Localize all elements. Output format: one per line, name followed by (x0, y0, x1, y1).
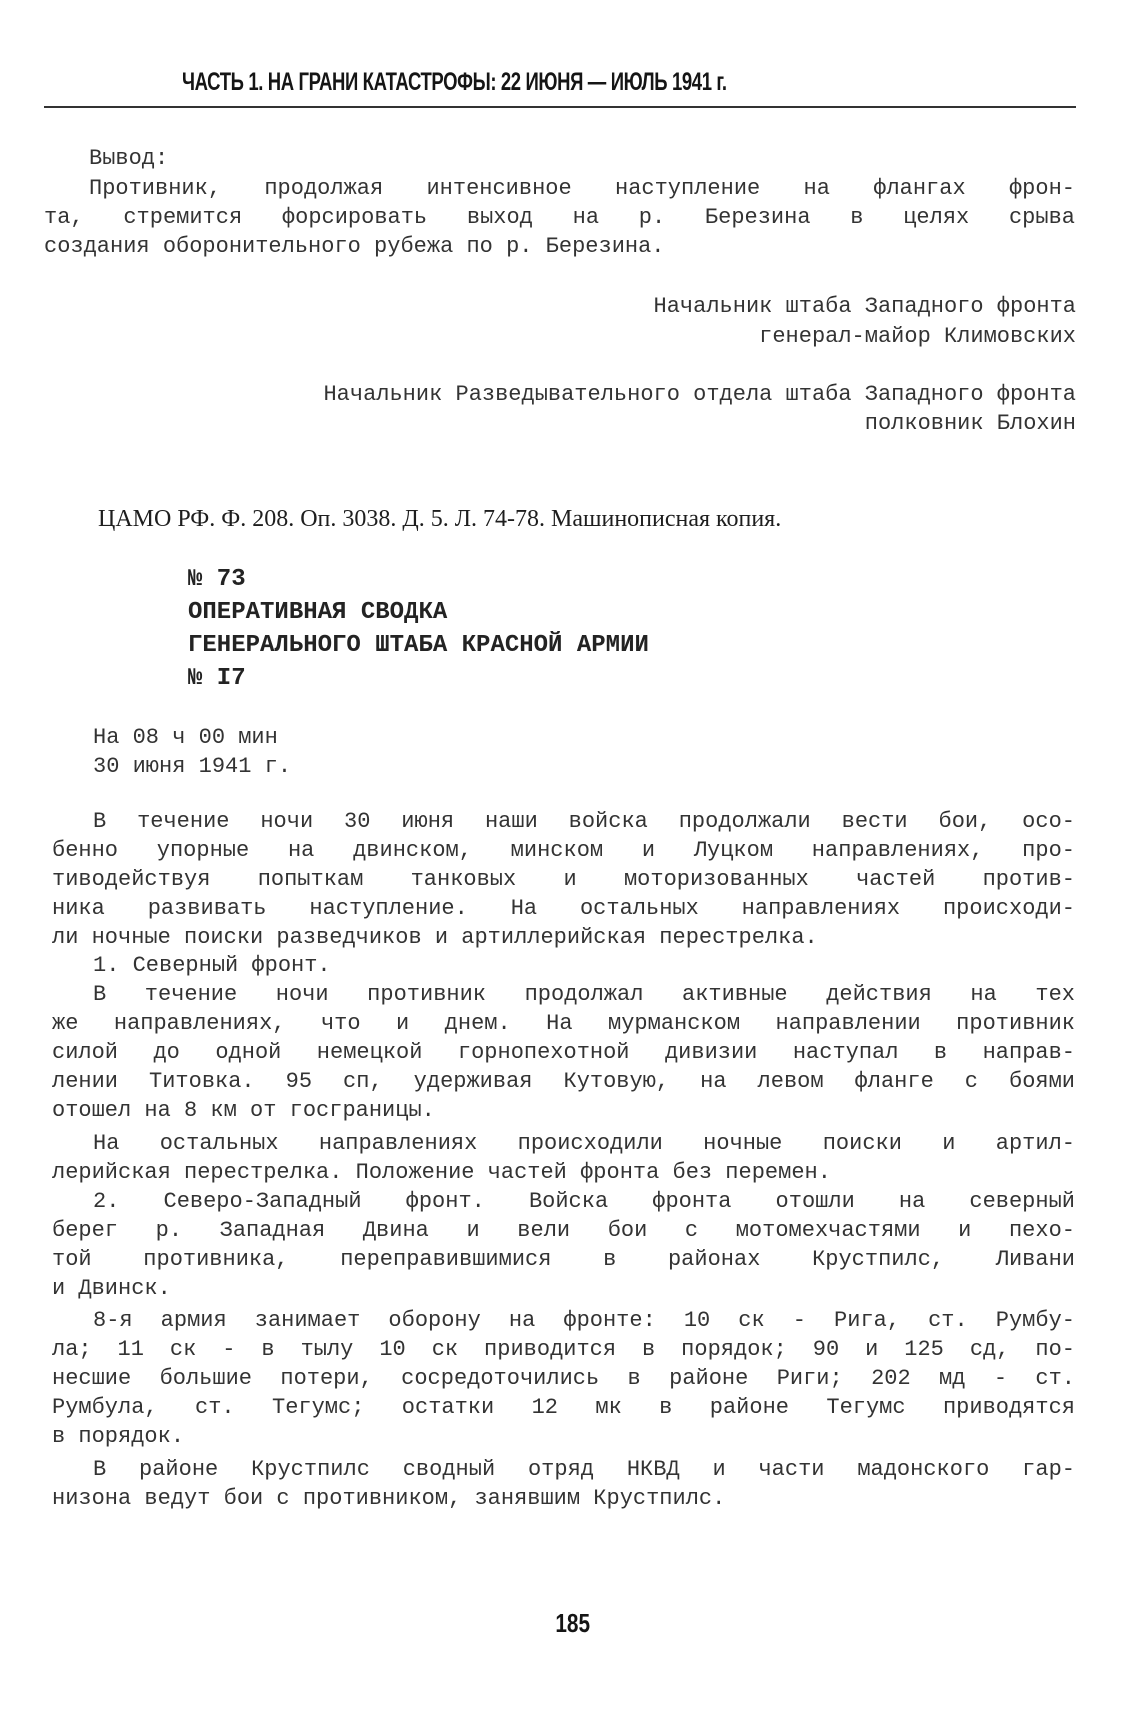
report-time: На 08 ч 00 мин (93, 725, 278, 750)
section-heading: 2. Северо-Западный фронт. Войска фронта отошли на северный (93, 1189, 1075, 1214)
body-line: несшие большие потери, сосредоточились в районе Риги; 202 мд - ст. (52, 1366, 1075, 1391)
body-line: ника развивать наступление. На остальных направлениях происходи- (52, 896, 1075, 921)
header-rule (44, 106, 1076, 108)
body-line: в порядок. (52, 1424, 185, 1449)
body-line: берег р. Западная Двина и вели бои с мотомехчастями и пехо- (52, 1218, 1075, 1243)
body-line: низона ведут бои с противником, занявшим Крустпилс. (52, 1486, 726, 1511)
body-line: В течение ночи противник продолжал активные действия на тех (93, 982, 1075, 1007)
conclusion-heading: Вывод: (89, 146, 169, 171)
body-line: На остальных направлениях происходили ночные поиски и артил- (93, 1131, 1075, 1156)
body-line: же направлениях, что и днем. На мурманском направлении противник (52, 1011, 1075, 1036)
body-line: лерийская перестрелка. Положение частей фронта без перемен. (52, 1160, 831, 1185)
body-line: тиводействуя попыткам танковых и моторизованных частей против- (52, 867, 1075, 892)
body-line: и Двинск. (52, 1276, 171, 1301)
signature-name: полковник Блохин (864, 411, 1076, 436)
body-line: В районе Крустпилс сводный отряд НКВД и части мадонского гар- (93, 1457, 1075, 1482)
body-line: бенно упорные на двинском, минском и Луцком направлениях, про- (52, 838, 1075, 863)
conclusion-line: та, стремится форсировать выход на р. Березина в целях срыва (44, 205, 1075, 230)
running-head: ЧАСТЬ 1. НА ГРАНИ КАТАСТРОФЫ: 22 ИЮНЯ — ИЮЛЬ 1941 г. (182, 68, 727, 96)
document-number: № 73 (188, 566, 246, 593)
page-number: 185 (555, 1608, 591, 1638)
document-title-line1: ОПЕРАТИВНАЯ СВОДКА (188, 599, 448, 626)
body-line: 8-я армия занимает оборону на фронте: 10 ск - Рига, ст. Румбу- (93, 1308, 1075, 1333)
conclusion-line: создания оборонительного рубежа по р. Березина. (44, 234, 665, 259)
report-date: 30 июня 1941 г. (93, 754, 292, 779)
archive-reference: ЦАМО РФ. Ф. 208. Оп. 3038. Д. 5. Л. 74-78. Машинописная копия. (98, 506, 782, 532)
body-line: В течение ночи 30 июня наши войска продолжали вести бои, осо- (93, 809, 1075, 834)
section-heading: 1. Северный фронт. (93, 953, 331, 978)
report-number: № I7 (188, 665, 246, 692)
body-line: отошел на 8 км от госграницы. (52, 1098, 435, 1123)
body-line: силой до одной немецкой горнопехотной дивизии наступал в направ- (52, 1040, 1075, 1065)
body-line: Румбула, ст. Тегумс; остатки 12 мк в районе Тегумс приводятся (52, 1395, 1075, 1420)
signature-position: Начальник Разведывательного отдела штаба Западного фронта (323, 382, 1076, 407)
body-line: лении Титовка. 95 сп, удерживая Кутовую, на левом фланге с боями (52, 1069, 1075, 1094)
body-line: ли ночные поиски разведчиков и артиллерийская перестрелка. (52, 925, 818, 950)
body-line: той противника, переправившимися в районах Крустпилс, Ливани (52, 1247, 1075, 1272)
signature-name: генерал-майор Климовских (759, 324, 1076, 349)
page-number-wrapper (0, 1608, 1146, 1639)
signature-position: Начальник штаба Западного фронта (653, 294, 1076, 319)
document-title-line2: ГЕНЕРАЛЬНОГО ШТАБА КРАСНОЙ АРМИИ (188, 632, 649, 659)
body-line: ла; 11 ск - в тылу 10 ск приводится в порядок; 90 и 125 сд, по- (52, 1337, 1075, 1362)
conclusion-line: Противник, продолжая интенсивное наступление на флангах фрон- (89, 176, 1075, 201)
